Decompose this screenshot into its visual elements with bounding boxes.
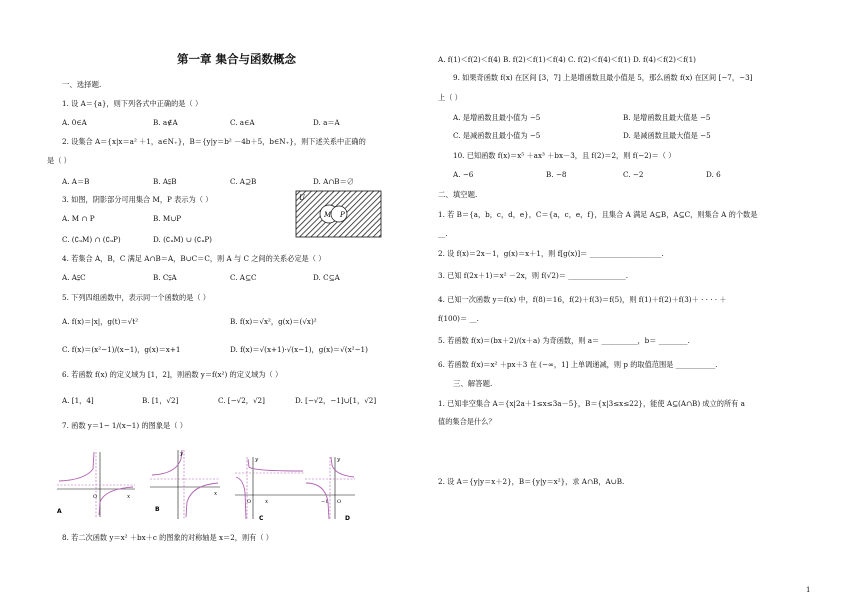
graph-c-x: x xyxy=(265,499,269,505)
question-2-line1: 2. 设集合 A＝{x|x＝a² ＋1，a∈N₊}，B＝{y|y＝b² －4b＋5，b∈N₊}，则下述关系中正确的 xyxy=(62,137,366,146)
q1-option-a: A. 0∈A xyxy=(62,118,87,127)
solve-1-line1: 1. 已知非空集合 A＝{x|2a＋1≤x≤3a－5}，B＝{x|3≤x≤22}，能使 A⊆(A∩B) 成立的所有 a xyxy=(438,399,745,408)
question-6: 6. 若函数 f(x) 的定义域为 [1，2]，则函数 y＝f(x²) 的定义域为（ ） xyxy=(62,370,283,379)
q2-option-c: C. A⊇B xyxy=(230,177,257,186)
q5-option-b: B. f(x)＝√x²，g(x)＝(√x)² xyxy=(230,317,317,326)
q4-option-d: D. C⊆A xyxy=(313,273,340,282)
q2-option-d: D. A∩B＝∅ xyxy=(313,177,354,186)
q1-option-d: D. a＝A xyxy=(313,118,340,127)
q6-option-c: C. [−√2，√2] xyxy=(218,396,265,405)
graph-a-x: x xyxy=(127,494,131,500)
q9-option-a: A. 是增函数且最小值为 −5 xyxy=(453,113,541,122)
question-9-line2: 上（ ） xyxy=(438,93,462,102)
question-10: 10. 已知函数 f(x)＝x⁵ ＋ax³ ＋bx－3，且 f(2)＝2，则 f(−2)＝（ ） xyxy=(453,151,676,160)
question-8: 8. 若二次函数 y＝x² ＋bx＋c 的图象的对称轴是 x＝2，则有（ ） xyxy=(62,533,273,542)
solve-1-line2: 值的集合是什么？ xyxy=(438,417,496,426)
venn-diagram xyxy=(295,190,382,238)
graph-b-label: B xyxy=(155,506,160,513)
q5-option-a: A. f(x)＝|x|，g(t)＝√t² xyxy=(62,317,138,326)
q9-option-b: B. 是增函数且最大值是 −5 xyxy=(623,113,711,122)
section-choice: 一、选择题. xyxy=(62,80,102,89)
graph-a xyxy=(57,452,135,517)
label-m: M xyxy=(324,211,332,219)
q1-option-c: C. a∈A xyxy=(230,118,255,127)
graph-b-y: y xyxy=(180,451,184,457)
graph-c-o: O xyxy=(247,499,252,505)
graph-d-neg1: −1 xyxy=(321,499,329,505)
q3-option-d: D. (∁ᵤM) ∪ (∁ᵤP) xyxy=(153,235,212,244)
q2-option-b: B. A⫋B xyxy=(153,177,177,186)
label-u: U xyxy=(299,194,305,202)
graph-b-x: x xyxy=(214,491,218,497)
q10-option-d: D. 6 xyxy=(706,170,721,179)
fill-1-line1: 1. 若 B＝{a，b，c，d，e}，C＝{a，c，e，f}，且集合 A 满足 A⊆B，A⊆C，则集合 A 的个数是 xyxy=(438,210,758,219)
fill-5: 5. 若函数 f(x)＝(bx＋2)/(x＋a) 为奇函数，则 a＝ __________，b＝ ________. xyxy=(438,336,690,345)
q4-option-a: A. A⫋C xyxy=(62,273,86,282)
q3-option-a: A. M ∩ P xyxy=(62,214,95,223)
q1-option-b: B. a∉A xyxy=(153,118,178,127)
chapter-title: 第一章 集合与函数概念 xyxy=(177,52,297,66)
q9-option-c: C. 是减函数且最小值为 −5 xyxy=(453,131,541,140)
q10-option-b: B. −8 xyxy=(546,170,567,179)
q6-option-a: A. [1，4] xyxy=(62,396,94,405)
graph-d-label: D xyxy=(345,515,350,522)
q6-option-d: D. [−√2，−1]∪[1，√2] xyxy=(295,396,377,405)
fill-4-line1: 4. 已知一次函数 y＝f(x) 中，f(8)＝16，f(2)＋f(3)＝f(5)，则 f(1)＋f(2)＋f(3)＋ · · · · ＋ xyxy=(438,295,727,304)
question-3: 3. 如图，阴影部分可用集合 M，P 表示为（ ） xyxy=(62,195,213,204)
q3-option-b: B. M∪P xyxy=(153,214,182,223)
q10-option-a: A. −6 xyxy=(453,170,474,179)
graph-c-y: y xyxy=(255,457,259,463)
question-1: 1. 设 A＝{a}，则下列各式中正确的是（ ） xyxy=(62,99,203,108)
q7-graphs xyxy=(55,447,355,527)
graph-d-y: y xyxy=(337,457,341,463)
q4-option-c: C. A⊆C xyxy=(230,273,257,282)
label-p: P xyxy=(340,211,345,219)
question-7: 7. 函数 y＝1− 1/(x−1) 的图象是（ ） xyxy=(62,421,187,430)
q9-option-d: D. 是减函数且最大值是 −5 xyxy=(623,131,711,140)
graph-c-label: C xyxy=(259,515,264,522)
graph-d-o: O xyxy=(337,499,342,505)
graph-c xyxy=(235,457,305,522)
section-solve: 三、解答题. xyxy=(453,379,493,388)
q6-option-b: B. [1，√2] xyxy=(142,396,179,405)
q5-option-c: C. f(x)＝(x²−1)/(x−1)，g(x)＝x+1 xyxy=(62,345,181,354)
question-5: 5. 下列四组函数中，表示同一个函数的是（ ） xyxy=(62,293,210,302)
q5-option-d: D. f(x)＝√(x+1)·√(x−1)，g(x)＝√(x²−1) xyxy=(230,345,368,354)
q10-option-c: C. −2 xyxy=(623,170,644,179)
solve-2: 2. 设 A＝{y|y＝x＋2}，B＝{y|y＝x²}，求 A∩B，A∪B. xyxy=(438,477,625,486)
q4-option-b: B. C⫋A xyxy=(153,273,177,282)
question-4: 4. 若集合 A，B，C 满足 A∩B＝A，B∪C＝C，则 A 与 C 之间的关系必定是（ ） xyxy=(62,254,326,263)
fill-4-line2: f(100)＝ __. xyxy=(438,314,479,323)
page-number: 1 xyxy=(806,586,811,594)
graph-a-label: A xyxy=(57,508,62,515)
graph-b xyxy=(150,450,220,519)
fill-1-line2: __. xyxy=(438,229,448,238)
question-9-line1: 9. 如果奇函数 f(x) 在区间 [3，7] 上是增函数且最小值是 5，那么函数 f(x) 在区间 [−7，−3] xyxy=(453,73,753,82)
q3-option-c: C. (∁ᵤM) ∩ (∁ᵤP) xyxy=(62,235,121,244)
graph-d xyxy=(305,457,355,522)
q2-option-a: A. A＝B xyxy=(62,177,90,186)
section-fill: 二、填空题. xyxy=(438,190,478,199)
question-2-line2: 是（ ） xyxy=(47,156,71,165)
fill-3: 3. 已知 f(2x＋1)＝x² －2x，则 f(√2)＝ ________________. xyxy=(438,271,629,280)
fill-2: 2. 设 f(x)＝2x－1，g(x)＝x＋1，则 f[g(x)]＝ ____________________. xyxy=(438,249,664,258)
graph-a-o: O xyxy=(93,494,98,500)
fill-6: 6. 若函数 f(x)＝x² ＋px＋3 在 (−∞，1] 上单调递减，则 p 的取值范围是 ___________. xyxy=(438,360,718,369)
q8-options: A. f(1)＜f(2)＜f(4) B. f(2)＜f(1)＜f(4) C. f(2)＜f(4)＜f(1) D. f(4)＜f(2)＜f(1) xyxy=(438,55,696,64)
